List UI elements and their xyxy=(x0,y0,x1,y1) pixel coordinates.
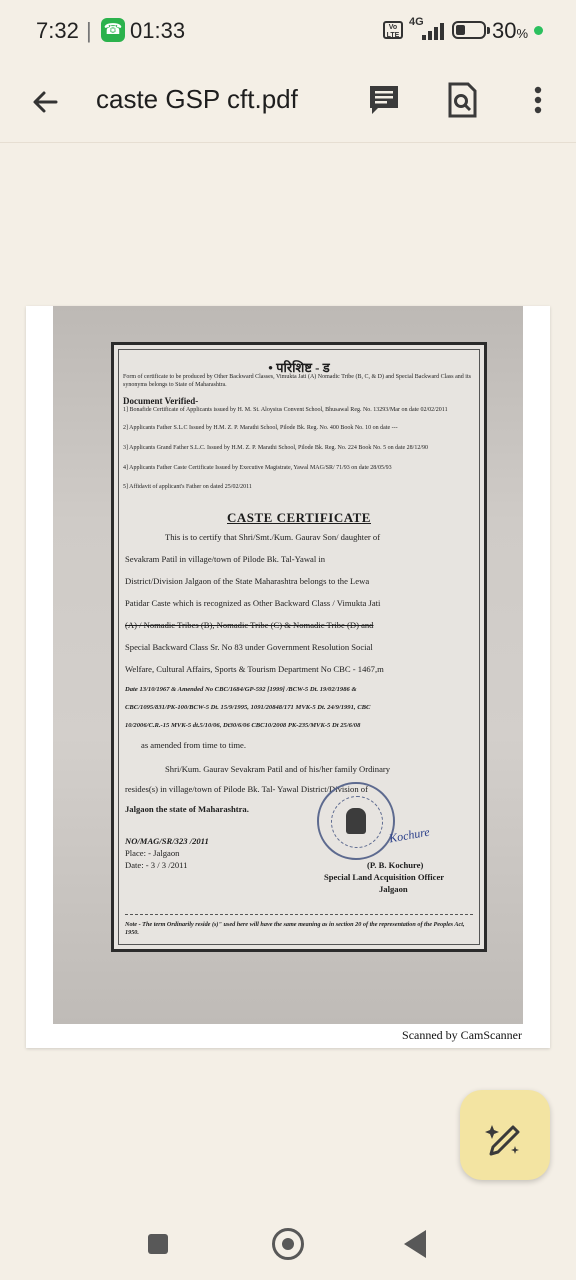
scanned-image xyxy=(53,306,523,1024)
note: Note - The term Ordinarily reside (s)" used here will have the same meaning as in section 20 of the representation of the Peoples Act, 1950. xyxy=(125,914,473,937)
battery-percentage: 30% xyxy=(492,18,529,43)
body-line: Sevakram Patil in village/town of Pilode Bk. Tal-Yawal in xyxy=(125,554,326,564)
ordinary-line: Jalgaon the state of Maharashtra. xyxy=(125,804,249,814)
outline-icon[interactable] xyxy=(364,80,404,120)
verified-item: 5] Affidavit of applicant's Father on dated 25/02/2011 xyxy=(123,484,252,490)
documents-verified-title: Document Verified- xyxy=(123,396,199,406)
phone-call-icon[interactable]: ☎ xyxy=(101,18,125,42)
search-document-icon[interactable] xyxy=(442,80,482,120)
battery-icon xyxy=(452,21,486,39)
body-line: Patidar Caste which is recognized as Other Backward Class / Vimukta Jati xyxy=(125,598,381,608)
caste-certificate-title: CASTE CERTIFICATE xyxy=(227,510,371,525)
verified-item: 4] Applicants Father Caste Certificate Issued by Executive Magistrate, Yawal MAG/SR/ 71/93 on date 28/05/93 xyxy=(123,465,392,471)
signal-strength-icon xyxy=(422,22,446,40)
officer-name: (P. B. Kochure) xyxy=(367,860,424,870)
edit-fab-button[interactable] xyxy=(460,1090,550,1180)
scanned-by-caption: Scanned by CamScanner xyxy=(402,1028,522,1042)
body-line: District/Division Jalgaon of the State Maharashtra belongs to the Lewa xyxy=(125,576,370,586)
volte-icon: Vo LTE xyxy=(383,21,403,39)
amended-line: as amended from time to time. xyxy=(141,740,247,750)
status-bar xyxy=(0,0,576,62)
officer-title: Special Land Acquisition Officer xyxy=(324,872,445,882)
recents-square-icon[interactable] xyxy=(148,1234,168,1254)
document-title: caste GSP cft.pdf xyxy=(96,84,298,114)
resolution-line: CBC/1095/831/PK-100/BCW-5 Dt. 15/9/1995, 1091/20848/171 MVK-5 Dt. 24/9/1991, CBC xyxy=(125,704,371,711)
body-line: Welfare, Cultural Affairs, Sports & Tourism Department No CBC - 1467,m xyxy=(125,664,384,674)
certificate xyxy=(111,342,487,952)
resolution-line: 10/2006/C.R.-15 MVK-5 dt.5/10/06, Dt30/6/06 CBC10/2008 PK-235/MVK-5 Dt 25/6/08 xyxy=(125,722,361,729)
date: Date: - 3 / 3 /2011 xyxy=(125,860,188,870)
ordinary-line: Shri/Kum. Gaurav Sevakram Patil and of his/her family Ordinary xyxy=(165,764,391,774)
officer-place: Jalgaon xyxy=(379,884,408,894)
navigation-bar xyxy=(0,1204,576,1280)
call-duration[interactable]: 01:33 xyxy=(130,18,186,43)
signature: Kochure xyxy=(388,824,431,846)
back-triangle-icon[interactable] xyxy=(404,1230,426,1258)
network-type: 4G xyxy=(409,16,424,28)
body-line: This is to certify that Shri/Smt./Kum. Gaurav Son/ daughter of xyxy=(165,532,381,542)
more-vert-icon[interactable] xyxy=(522,80,554,120)
status-separator: | xyxy=(86,18,92,43)
back-arrow-icon[interactable] xyxy=(26,82,66,122)
pdf-page[interactable] xyxy=(26,306,550,1048)
certificate-header-marathi: • परिशिष्ट - ड xyxy=(268,360,330,375)
app-bar xyxy=(0,62,576,143)
charging-indicator-icon xyxy=(534,26,543,35)
verified-item: 2] Applicants Father S.L.C Issued by H.M. Z. P. Marathi School, Pilode Bk. Reg. No. 400 Book No. 10 on date --- xyxy=(123,425,398,431)
body-line: Special Backward Class Sr. No 83 under Government Resolution Social xyxy=(125,642,373,652)
form-intro: Form of certificate to be produced by Other Backward Classes, Vimukta Jati (A) Nomadic Tribe (B, C, & D) and Special Backward Class and its synonyms belongs to State of Maharashtra. xyxy=(123,374,471,388)
verified-item: 3] Applicants Grand Father S.L.C. Issued by H.M. Z. P. Marathi School, Pilode Bk. Reg. No. 224 Book No. 5 on date 28/12/90 xyxy=(123,445,428,451)
home-circle-icon[interactable] xyxy=(272,1228,304,1260)
place: Place: - Jalgaon xyxy=(125,848,180,858)
reference-number: NO/MAG/SR/323 /2011 xyxy=(125,836,209,846)
ordinary-line: resides(s) in village/town of Pilode Bk. Tal- Yawal District/Division of xyxy=(125,784,368,794)
resolution-line: Date 13/10/1967 & Amended No CBC/1684/GP-592 [1999] /BCW-5 Dt. 19/02/1986 & xyxy=(125,686,357,693)
status-time: 7:32 xyxy=(36,18,79,43)
verified-item: 1] Bonafide Certificate of Applicants issued by H. M. St. Aloysius Convent School, Bhusawal Reg. No. 13293/Mar on date 02/02/2011 xyxy=(123,407,448,413)
edit-sparkle-icon xyxy=(460,1090,550,1180)
emblem-icon xyxy=(346,808,366,834)
body-line: (A) / Nomadic Tribes (B), Nomadic Tribe (C) & Nomadic Tribe (D) and xyxy=(125,620,374,630)
